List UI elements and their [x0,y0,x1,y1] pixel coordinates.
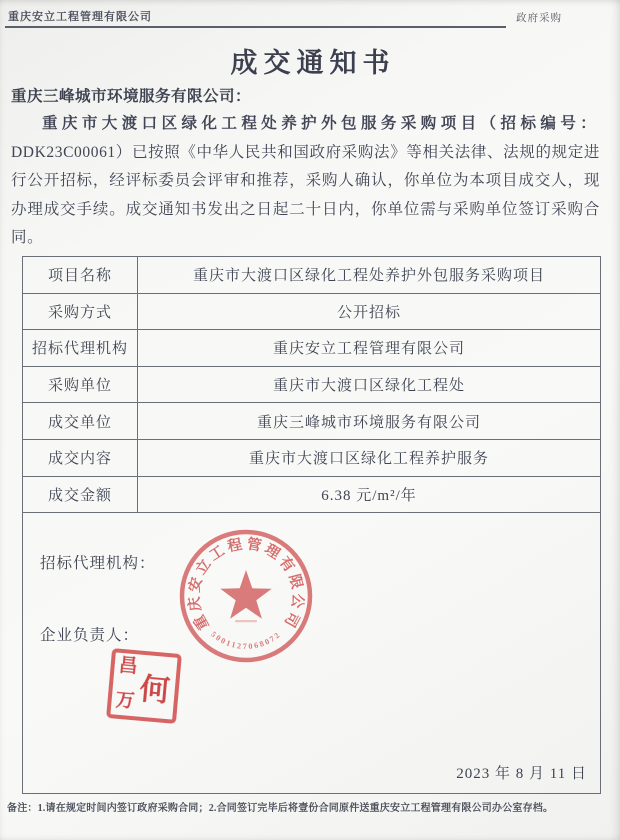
company-round-seal [175,525,317,667]
recipient-greeting: 重庆三峰城市环境服务有限公司： [11,88,252,105]
table-row [23,330,601,367]
row-label: 成交内容 [23,439,138,476]
row-value: 重庆安立工程管理有限公司 [138,330,601,367]
row-label: 采购单位 [23,366,138,403]
row-value: 重庆三峰城市环境服务有限公司 [138,403,601,440]
remarks-footnote: 备注：1.请在规定时间内签订政府采购合同；2.合同签订完毕后将壹份合同原件送重庆安立工程管理有限公司办公室存档。 [7,803,554,814]
row-value: 重庆市大渡口区绿化工程处 [138,366,601,403]
table-row [23,366,601,403]
seal-company-arc-text: 重庆安立工程管理有限公司 [186,536,306,633]
row-label: 采购方式 [23,293,138,330]
seal-micro-text-smudge [235,620,257,622]
manager-signature-label: 企业负责人： [40,627,140,645]
row-value: 6.38 元/m²/年 [138,476,601,513]
name-stamp-right-column [137,657,173,717]
row-label: 项目名称 [23,257,138,294]
signature-section-cell [23,513,601,794]
row-label: 招标代理机构 [23,330,138,367]
seal-number-arc-text: 5001127068072 [209,629,283,652]
project-name-bold-text: 重庆市大渡口区绿化工程处养护外包服务采购项目（招标编号： [42,115,600,132]
table-row [23,403,601,440]
name-stamp-char: 何 [138,672,173,709]
table-row [23,476,601,513]
notice-body-text: DDK23C00061）已按照《中华人民共和国政府采购法》等相关法律、法规的规定进行公开招标，经评标委员会评审和推荐，采购人确认，你单位为本项目成交人，现办理成交手续。成交通知书发出之日起二十日内，你单位需与采购单位签订采购合同。 [11,143,600,247]
award-info-table [22,256,601,794]
notice-body-paragraph [11,110,600,253]
header-company-name: 重庆安立工程管理有限公司 [8,11,152,23]
name-stamp-char: 万 [114,689,137,713]
star-icon [220,570,271,619]
agency-signature-label: 招标代理机构： [40,555,156,573]
table-row [23,439,601,476]
table-row [23,257,601,294]
row-label: 成交单位 [23,403,138,440]
header-category-label: 政府采购 [516,13,562,24]
signature-section [23,513,600,793]
personal-name-stamp [106,648,182,724]
table-row [23,293,601,330]
name-stamp-left-column [115,655,140,715]
row-value: 公开招标 [138,293,601,330]
header-divider-line [5,26,506,28]
issue-date: 2023 年 8 月 11 日 [456,766,587,783]
row-value: 重庆市大渡口区绿化工程养护服务 [138,439,601,476]
row-value: 重庆市大渡口区绿化工程处养护外包服务采购项目 [138,257,601,294]
row-label: 成交金额 [23,476,138,513]
page-title: 成交通知书 [230,48,396,78]
name-stamp-char: 昌 [117,654,140,678]
